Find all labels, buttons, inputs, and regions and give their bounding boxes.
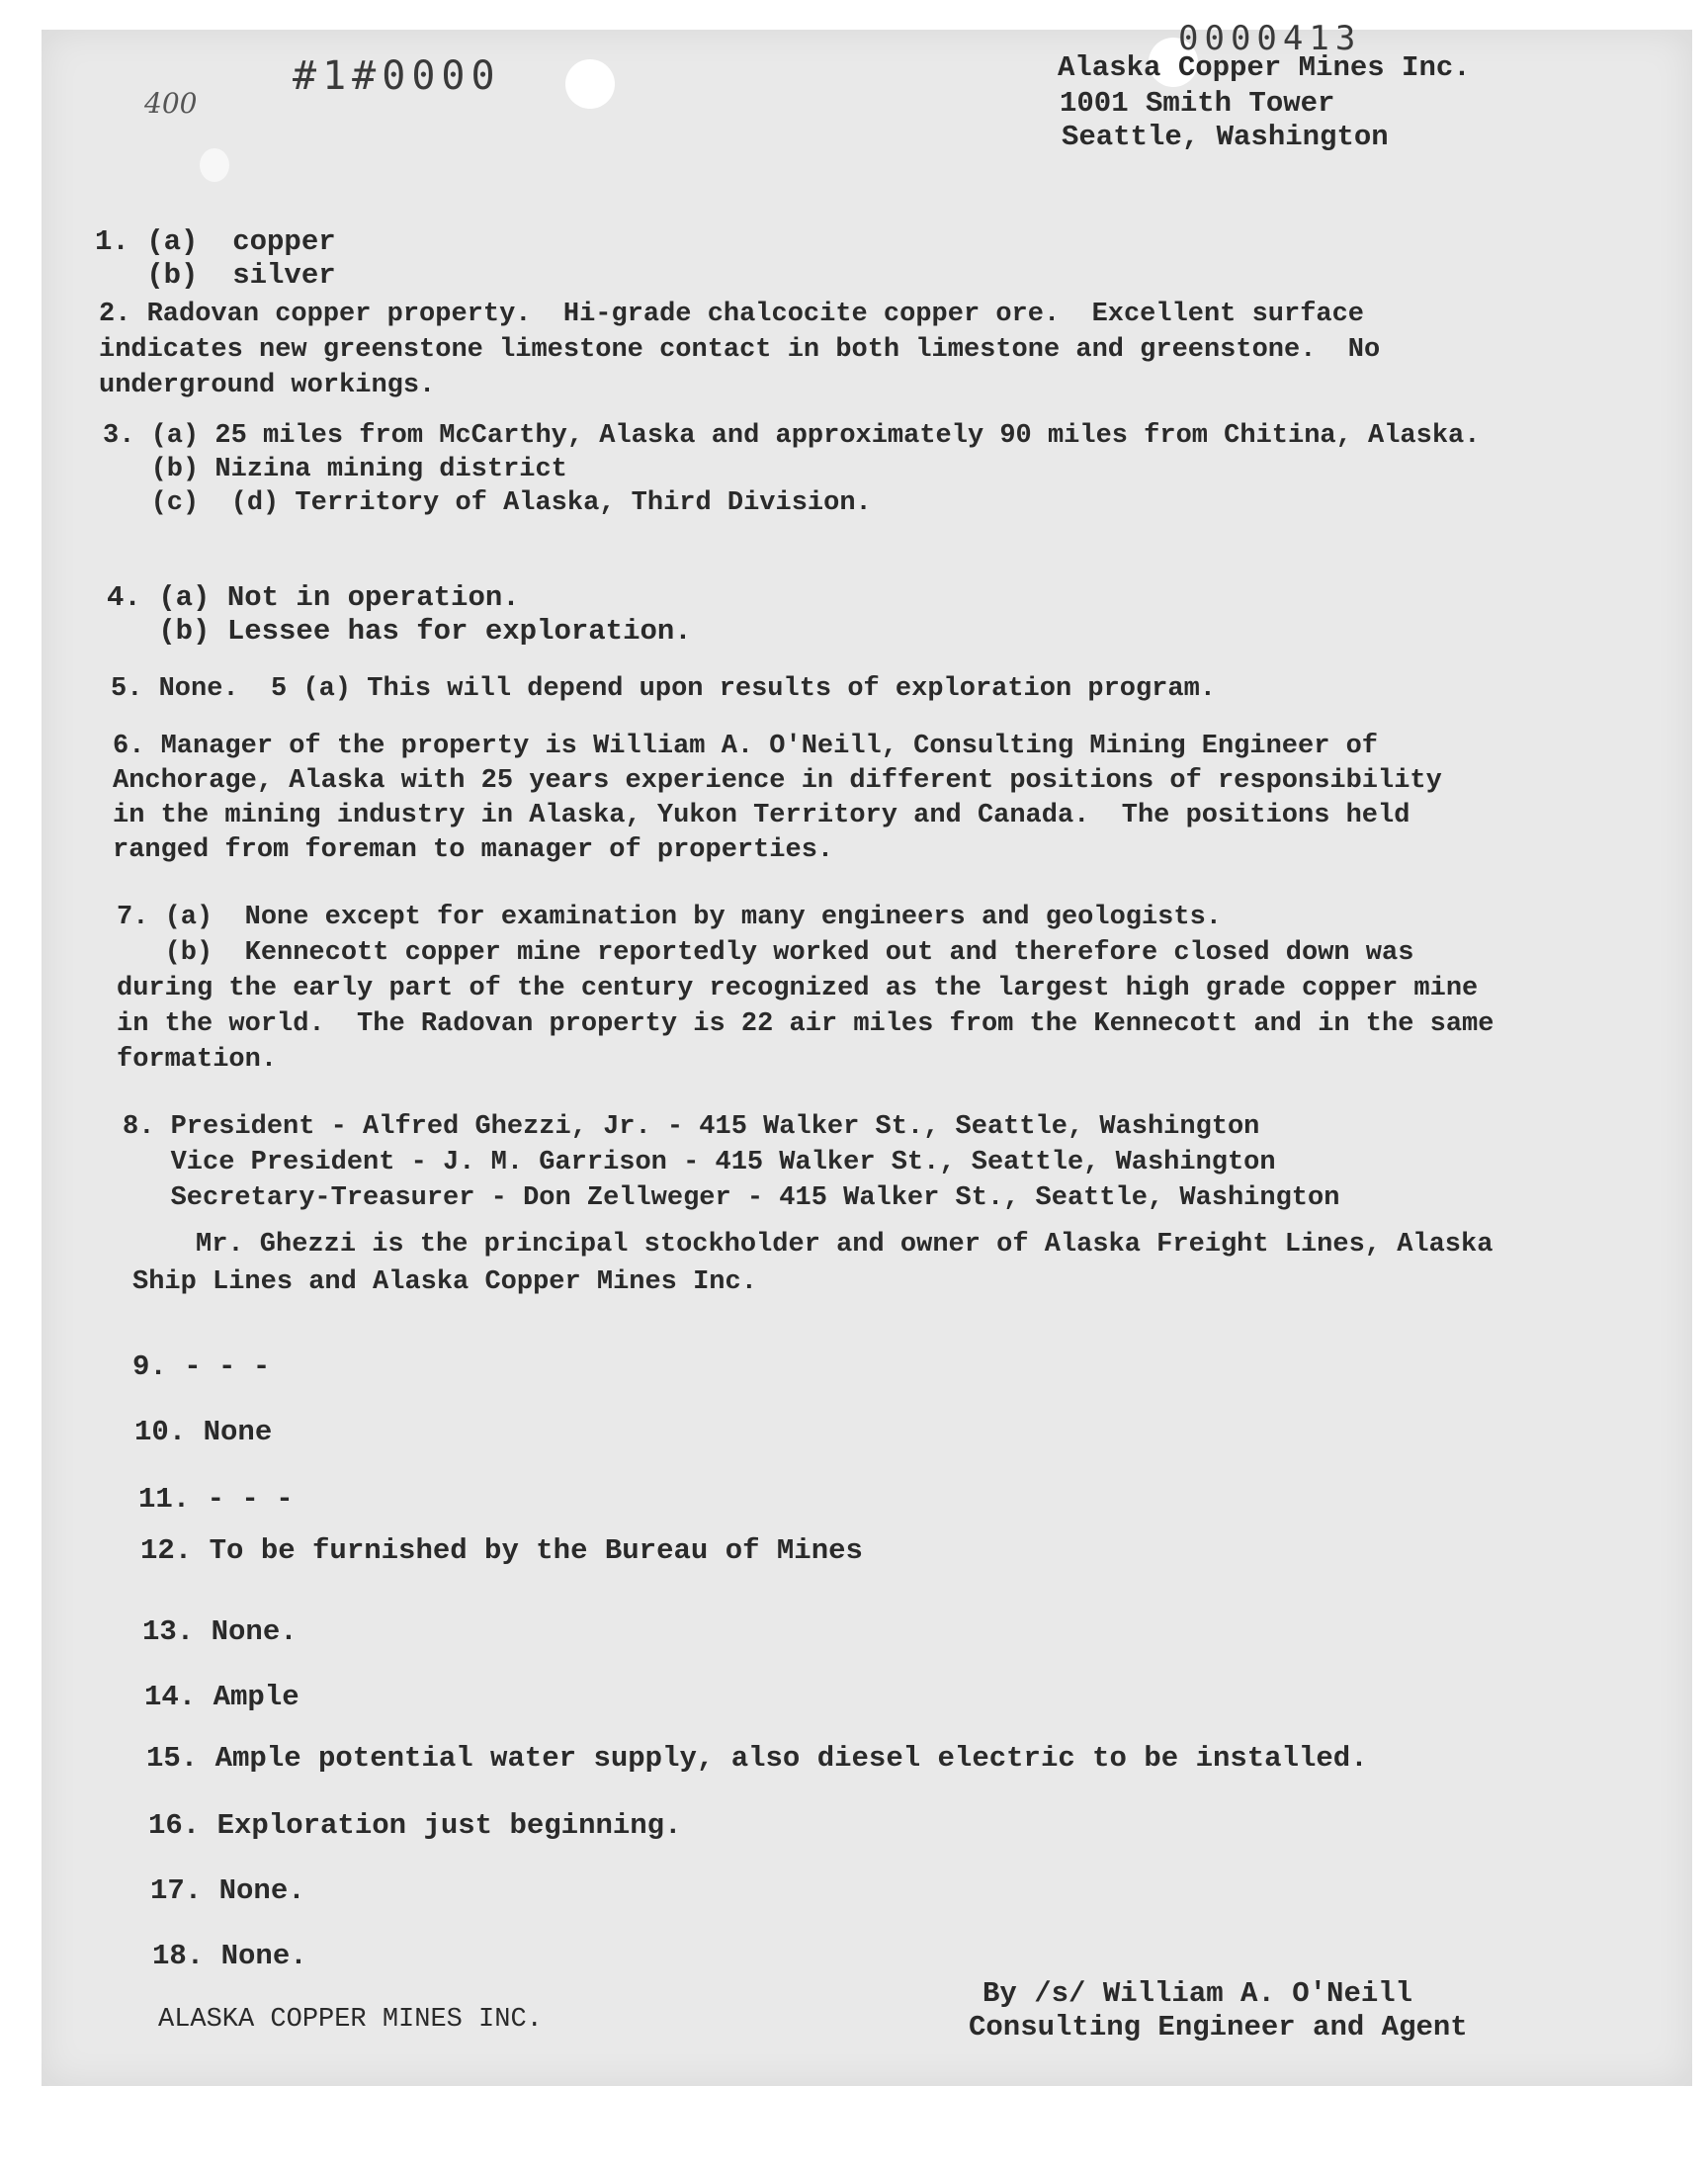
item-3: 3. (a) 25 miles from McCarthy, Alaska and approximately 90 miles from Chitina, Alaska. (b) Nizina mining district (c) (d) Territory of Alaska, Third Division. <box>103 421 1481 518</box>
item-9: 9. - - - <box>132 1350 271 1383</box>
letterhead-company: Alaska Copper Mines Inc. <box>1058 51 1471 84</box>
stamp-number-right: 0000413 <box>1178 19 1362 58</box>
item-15: 15. Ample potential water supply, also diesel electric to be installed. <box>146 1742 1368 1775</box>
item-8-note: Mr. Ghezzi is the principal stockholder and owner of Alaska Freight Lines, Alaska Ship Lines and Alaska Copper Mines Inc. <box>132 1230 1494 1297</box>
item-1: 1. (a) copper (b) silver <box>95 225 336 292</box>
paper-tear-mark <box>200 148 229 182</box>
item-14: 14. Ample <box>144 1681 299 1713</box>
item-13: 13. None. <box>142 1615 298 1648</box>
item-4: 4. (a) Not in operation. (b) Lessee has for exploration. <box>107 581 692 648</box>
page-number-mark: 400 <box>144 87 198 120</box>
item-7: 7. (a) None except for examination by many engineers and geologists. (b) Kennecott copper mine reportedly worked out and therefore closed down was during the early part of the century recognized as the largest high grade copper mine in the world. The Radovan property is 22 air miles from the Kennecott and in the same formation. <box>117 903 1494 1075</box>
stamp-number-left: #1#0000 <box>293 53 501 99</box>
item-6: 6. Manager of the property is William A. O'Neill, Consulting Mining Engineer of Anchorage, Alaska with 25 years experience in different positions of responsibility in the mining industry in Alaska, Yukon Territory and Canada. The positions held ranged from foreman to manager of properties. <box>113 732 1442 865</box>
item-11: 11. - - - <box>138 1483 294 1516</box>
item-18: 18. None. <box>152 1940 307 1972</box>
item-2: 2. Radovan copper property. Hi-grade chalcocite copper ore. Excellent surface indicates new greenstone limestone contact in both limestone and greenstone. No underground workings. <box>99 300 1381 400</box>
footer-company: ALASKA COPPER MINES INC. <box>158 2005 543 2035</box>
letterhead-city: Seattle, Washington <box>1062 121 1389 153</box>
item-5: 5. None. 5 (a) This will depend upon results of exploration program. <box>111 674 1216 704</box>
item-16: 16. Exploration just beginning. <box>148 1809 682 1842</box>
punch-hole <box>565 59 615 109</box>
item-17: 17. None. <box>150 1874 305 1907</box>
item-10: 10. None <box>134 1416 273 1448</box>
letterhead-address: 1001 Smith Tower <box>1060 87 1335 120</box>
item-12: 12. To be furnished by the Bureau of Mines <box>140 1534 863 1567</box>
item-8: 8. President - Alfred Ghezzi, Jr. - 415 Walker St., Seattle, Washington Vice President - J. M. Garrison - 415 Walker St., Seattle, Washington Secretary-Treasurer - Don Zellweger - 415 Walker St., Seattle, Washington <box>123 1112 1340 1213</box>
signature-line: By /s/ William A. O'Neill <box>982 1977 1413 2010</box>
signature-title: Consulting Engineer and Agent <box>969 2011 1468 2044</box>
